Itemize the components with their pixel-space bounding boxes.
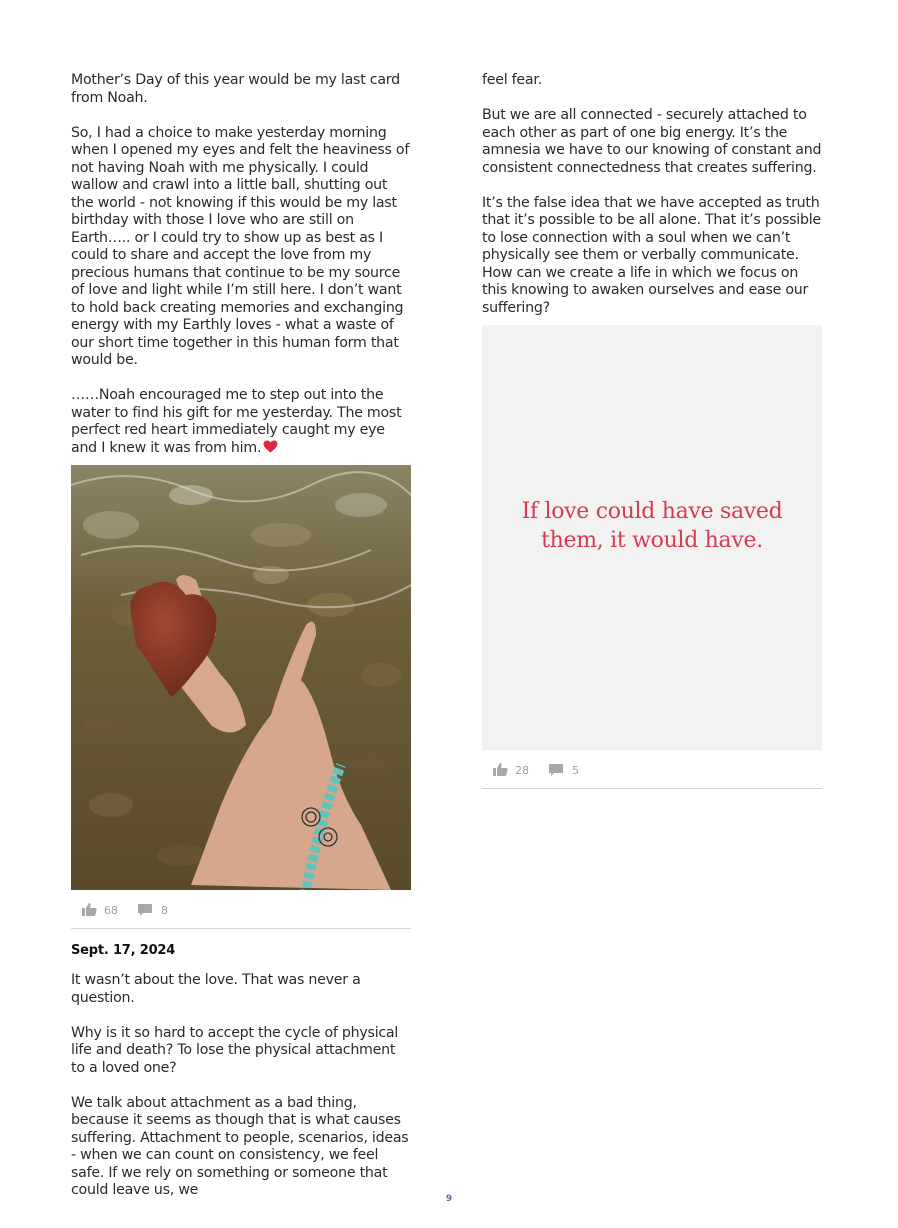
thumbs-up-icon[interactable] (81, 902, 97, 916)
paragraph: So, I had a choice to make yesterday morning when I opened my eyes and felt the heaviness of not having Noah with me physically. I could wallow and crawl into a little ball, shutting out the world - not knowing if this would be my last birthday with those I love who are still on Earth….. or I could try to show up as best as I could to share and accept the love from my precious humans that continue to be my source of love and light while I’m still here. I don’t want to hold back creating memories and exchanging energy with my Earthly loves - what a waste of our short time together in this human form that would be. (71, 124, 410, 368)
heart-rock-photo (71, 465, 411, 890)
quote-line: If love could have saved (521, 499, 783, 524)
post-reactions (71, 890, 411, 929)
quote-text (482, 497, 822, 555)
heart-emoji-icon (263, 440, 278, 453)
heart-rock-illustration (71, 465, 411, 890)
paragraph (71, 387, 411, 457)
comment-count: 8 (161, 904, 168, 917)
paragraph: Mother’s Day of this year would be my last card from Noah. (71, 72, 400, 106)
paragraph: But we are all connected - securely attached to each other as part of one big energy. It’s the amnesia we have to our knowing of constant and consistent connectedness that creates suffering. (482, 107, 822, 176)
paragraph: Why is it so hard to accept the cycle of physical life and death? To lose the physical attachment to a loved one? (71, 1024, 399, 1076)
comment-icon[interactable] (548, 763, 564, 777)
paragraph: We talk about attachment as a bad thing, because it seems as though that is what causes suffering. Attachment to people, scenarios, ideas - when we can count on consistency, we feel safe. If we rely on something or someone that could leave us, we (71, 1094, 409, 1198)
paragraph: It wasn’t about the love. That was never a question. (71, 972, 361, 1006)
comment-icon[interactable] (137, 903, 153, 917)
quote-card (482, 325, 822, 750)
like-count: 68 (104, 904, 118, 917)
date-heading: Sept. 17, 2024 (71, 943, 176, 958)
paragraph-text: ……Noah encouraged me to step out into the water to find his gift for me yesterday. The most perfect red heart immediately caught my eye and I knew it was from him. (71, 387, 402, 456)
paragraph: It’s the false idea that we have accepted as truth that it’s possible to be all alone. That it’s possible to lose connection with a soul when we can’t physically see them or verbally communicate. How can we create a life in which we focus on this knowing to awaken ourselves and ease our suffering? (482, 194, 821, 316)
paragraph: feel fear. (482, 72, 542, 88)
comment-count: 5 (572, 764, 579, 777)
quote-line: them, it would have. (541, 528, 763, 553)
like-count: 28 (515, 764, 529, 777)
page-number: 9 (445, 1194, 453, 1204)
right-column (482, 72, 822, 789)
post-reactions (482, 750, 822, 789)
thumbs-up-icon[interactable] (492, 762, 508, 776)
left-column (71, 72, 411, 1217)
